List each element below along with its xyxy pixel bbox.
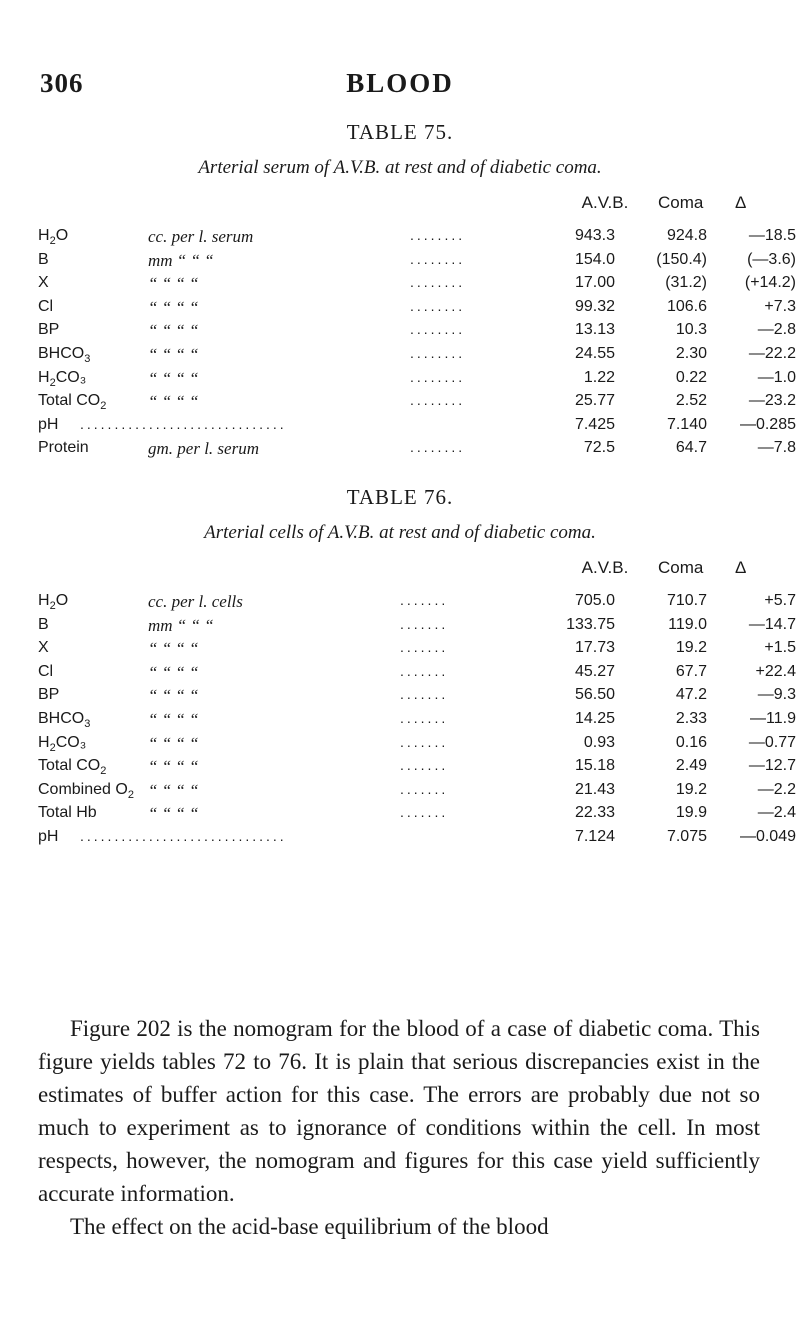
leader-dots: ........ (410, 250, 466, 267)
row-label: $H_2O$ (38, 592, 69, 613)
value-coma: 710.7 (666, 592, 707, 609)
leader-dots: ....... (400, 757, 449, 774)
value-avb: 17.73 (574, 639, 615, 657)
row-label: B (38, 250, 49, 268)
table-row (0, 686, 800, 708)
row-label: pH (38, 828, 59, 845)
paragraph: Figure 202 is the nomogram for the blood of a case of diabetic coma. This figure yields tables 72 to 76. It is plain that serious discrepancies exist in the estimates of buffer action for this case. The errors are probably due not so much to experiment as to ignorance of conditions within the cell. In most respects, however, the nomogram and figures for this case yield sufficiently accurate information. (38, 1016, 760, 1206)
value-avb: 45.27 (574, 662, 615, 680)
leader-dots: ........ (410, 227, 466, 243)
leader-dots: ........ (410, 345, 466, 361)
value-delta: —1.0 (757, 368, 796, 386)
table-row (0, 616, 800, 638)
value-delta: +7.3 (764, 297, 796, 315)
row-unit: “ “ “ “ (148, 345, 199, 364)
row-label: pH (38, 415, 59, 433)
value-coma: 19.2 (675, 780, 707, 798)
row-unit: mm “ “ “ (148, 615, 214, 635)
row-unit: cc. per l. serum (148, 227, 254, 246)
value-coma: 0.22 (675, 368, 707, 386)
value-delta: —0.77 (748, 733, 796, 751)
value-delta: —11.9 (750, 710, 796, 727)
row-unit: “ “ “ “ (148, 662, 199, 682)
table-row (0, 369, 800, 391)
value-coma: 64.7 (675, 439, 707, 457)
value-delta: —12.7 (748, 757, 796, 775)
leader-dots: ....... (400, 780, 449, 797)
value-coma: 47.2 (675, 686, 707, 704)
row-unit: “ “ “ “ (148, 804, 199, 824)
leader-dots: ....... (400, 662, 449, 679)
row-label: Cl (38, 297, 54, 315)
value-delta: (—3.6) (747, 250, 796, 268)
leader-dots: ....... (400, 686, 449, 703)
table-row (0, 781, 800, 803)
row-unit: “ “ “ “ (148, 780, 199, 800)
row-unit: mm “ “ “ (148, 250, 214, 270)
value-avb: 56.50 (574, 686, 615, 704)
page-number: 306 (40, 68, 84, 98)
row-unit: “ “ “ “ (148, 710, 199, 729)
table-row (0, 663, 800, 685)
value-avb: 0.93 (583, 733, 615, 751)
table-row (0, 757, 800, 779)
row-unit: “ “ “ “ (148, 297, 199, 317)
value-avb: 22.33 (574, 804, 615, 822)
row-label: $H_2CO_3$ (38, 368, 87, 389)
table-grid (0, 189, 800, 459)
leader-dots: ....... (400, 592, 449, 608)
value-avb: 133.75 (566, 615, 615, 633)
value-delta: —2.4 (757, 804, 796, 822)
table-row (0, 734, 800, 756)
leader-dots: .............................. (80, 828, 287, 844)
value-avb: 1.22 (583, 368, 615, 386)
table-caption: Arterial cells of A.V.B. at rest and of diabetic coma. (204, 522, 596, 543)
body-text (38, 1012, 760, 1243)
table-row (0, 274, 800, 296)
table-row (0, 321, 800, 343)
value-avb: 14.25 (574, 710, 615, 727)
leader-dots: ....... (400, 615, 449, 632)
running-head: BLOOD (346, 68, 454, 98)
value-delta: —0.285 (739, 415, 796, 433)
row-unit: cc. per l. cells (148, 592, 243, 611)
value-avb: 25.77 (574, 392, 615, 410)
value-avb: 17.00 (574, 274, 615, 292)
table-title: TABLE 75. (346, 120, 454, 144)
leader-dots: ........ (410, 297, 466, 314)
leader-dots: ........ (410, 274, 466, 291)
table-row (0, 251, 800, 273)
column-header-delta: Δ (735, 193, 747, 212)
value-coma: 19.9 (675, 804, 707, 822)
leader-dots: ....... (400, 639, 449, 656)
paragraph: The effect on the acid-base equilibrium of the blood (70, 1214, 549, 1239)
row-label: B (38, 615, 49, 633)
leader-dots: ........ (410, 321, 466, 338)
value-delta: —23.2 (748, 392, 796, 410)
value-delta: (+14.2) (744, 274, 796, 292)
table-76 (0, 485, 800, 845)
row-unit: “ “ “ “ (148, 368, 199, 388)
row-unit: “ “ “ “ (148, 392, 199, 412)
value-delta: —9.3 (757, 686, 796, 704)
value-coma: (150.4) (656, 250, 707, 268)
value-delta: —7.8 (757, 439, 796, 457)
value-avb: 943.3 (574, 227, 615, 244)
value-delta: —2.8 (757, 321, 796, 339)
value-avb: 72.5 (583, 439, 615, 457)
value-avb: 13.13 (574, 321, 615, 339)
value-delta: —18.5 (748, 227, 796, 244)
value-avb: 705.0 (574, 592, 615, 609)
leader-dots: .............................. (80, 415, 287, 432)
column-header-delta: Δ (735, 558, 747, 577)
value-coma: 7.140 (666, 415, 707, 433)
value-coma: 67.7 (675, 662, 707, 680)
row-label: X (38, 639, 49, 657)
column-header-coma: Coma (658, 193, 704, 212)
table-row (0, 828, 800, 850)
row-label: BP (38, 686, 60, 704)
row-label: Total $CO_2$ (38, 757, 107, 778)
value-coma: 7.075 (666, 828, 707, 845)
column-header-avb: A.V.B. (581, 558, 629, 577)
table-row (0, 639, 800, 661)
value-avb: 15.18 (574, 757, 615, 775)
table-caption: Arterial serum of A.V.B. at rest and of diabetic coma. (198, 157, 602, 178)
row-label: BP (38, 321, 60, 339)
table-row (0, 710, 800, 732)
row-unit: “ “ “ “ (148, 274, 199, 294)
row-label: Protein (38, 439, 89, 457)
table-row (0, 298, 800, 320)
value-avb: 99.32 (574, 297, 615, 315)
leader-dots: ....... (400, 804, 449, 821)
row-unit: “ “ “ “ (148, 733, 199, 753)
value-avb: 24.55 (574, 345, 615, 362)
value-coma: 0.16 (675, 733, 707, 751)
value-delta: +22.4 (755, 662, 796, 680)
row-label: Cl (38, 662, 54, 680)
leader-dots: ....... (400, 733, 449, 750)
leader-dots: ....... (400, 710, 449, 726)
table-75 (0, 120, 800, 459)
table-row (0, 345, 800, 367)
table-row (0, 416, 800, 438)
table-row (0, 392, 800, 414)
leader-dots: ........ (410, 368, 466, 385)
value-delta: +5.7 (764, 592, 796, 609)
value-delta: —2.2 (757, 780, 796, 798)
value-coma: 106.6 (666, 297, 707, 315)
table-title: TABLE 76. (346, 485, 454, 509)
row-label: Total $CO_2$ (38, 392, 107, 413)
value-delta: —14.7 (748, 615, 796, 633)
row-unit: “ “ “ “ (148, 757, 199, 777)
value-delta: —22.2 (748, 345, 796, 362)
table-row (0, 439, 800, 461)
value-coma: 924.8 (666, 227, 707, 244)
value-coma: 10.3 (675, 321, 707, 339)
value-coma: 2.52 (675, 392, 707, 410)
row-label: $H_2O$ (38, 227, 69, 248)
row-label: Total Hb (38, 804, 97, 822)
table-row (0, 227, 800, 249)
value-avb: 7.425 (574, 415, 615, 433)
row-label: $H_2CO_3$ (38, 733, 87, 754)
table-grid (0, 554, 800, 845)
value-avb: 154.0 (574, 250, 615, 268)
row-unit: gm. per l. serum (148, 439, 259, 459)
row-label: $BHCO_3$ (38, 710, 91, 731)
row-unit: “ “ “ “ (148, 686, 199, 706)
value-coma: 2.30 (675, 345, 707, 362)
table-row (0, 592, 800, 614)
value-delta: +1.5 (764, 639, 796, 657)
leader-dots: ........ (410, 439, 466, 456)
value-avb: 7.124 (574, 828, 615, 845)
value-coma: (31.2) (665, 274, 707, 292)
value-avb: 21.43 (574, 780, 615, 798)
table-row (0, 804, 800, 826)
value-coma: 19.2 (675, 639, 707, 657)
row-unit: “ “ “ “ (148, 639, 199, 659)
row-label: $BHCO_3$ (38, 345, 91, 366)
value-coma: 2.33 (675, 710, 707, 727)
row-unit: “ “ “ “ (148, 321, 199, 341)
column-header-avb: A.V.B. (581, 193, 629, 212)
row-label: X (38, 274, 49, 292)
leader-dots: ........ (410, 392, 466, 409)
row-label: Combined $O_2$ (38, 780, 134, 801)
value-coma: 2.49 (675, 757, 707, 775)
column-header-coma: Coma (658, 558, 704, 577)
value-delta: —0.049 (739, 828, 796, 845)
value-coma: 119.0 (668, 615, 707, 633)
